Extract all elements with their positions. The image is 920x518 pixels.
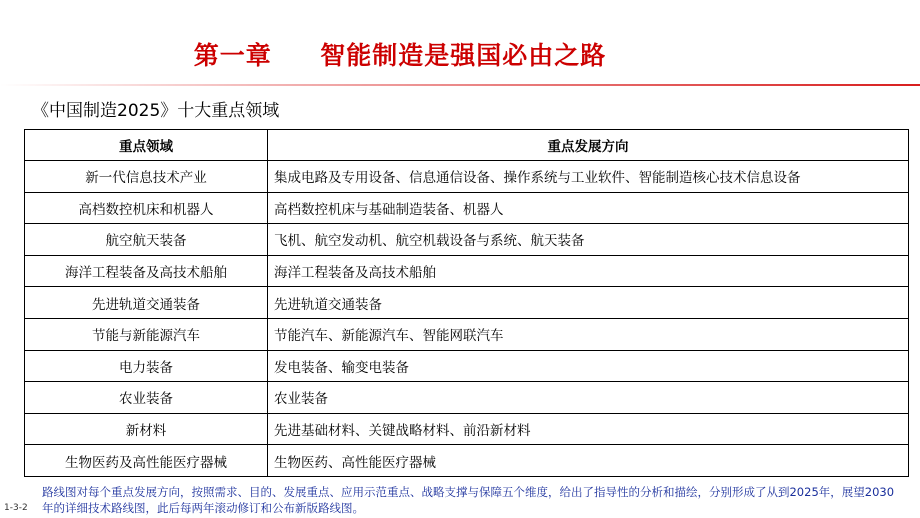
area-cell: 节能与新能源汽车: [25, 318, 268, 350]
table-row: [25, 287, 909, 319]
table-row: [25, 161, 909, 193]
direction-cell: 高档数控机床与基础制造装备、机器人: [268, 192, 909, 224]
area-cell: 生物医药及高性能医疗器械: [25, 445, 268, 477]
area-cell: 先进轨道交通装备: [25, 287, 268, 319]
slide-title: 第一章 智能制造是强国必由之路: [193, 41, 607, 70]
area-cell: 航空航天装备: [25, 224, 268, 256]
table-row: [25, 224, 909, 256]
direction-cell: 集成电路及专用设备、信息通信设备、操作系统与工业软件、智能制造核心技术信息设备: [268, 161, 909, 193]
direction-cell: 农业装备: [268, 382, 909, 414]
table-header-row: [25, 130, 909, 161]
table-row: [25, 255, 909, 287]
area-cell: 海洋工程装备及高技术船舶: [25, 255, 268, 287]
direction-cell: 飞机、航空发动机、航空机载设备与系统、航天装备: [268, 224, 909, 256]
table-row: [25, 413, 909, 445]
area-cell: 农业装备: [25, 382, 268, 414]
table-row: [25, 350, 909, 382]
direction-cell: 生物医药、高性能医疗器械: [268, 445, 909, 477]
table-row: [25, 445, 909, 477]
direction-cell: 发电装备、输变电装备: [268, 350, 909, 382]
header-cell-direction: 重点发展方向: [268, 130, 909, 161]
slide-subtitle: 《中国制造2025》十大重点领域: [32, 101, 280, 121]
direction-cell: 节能汽车、新能源汽车、智能网联汽车: [268, 318, 909, 350]
area-cell: 高档数控机床和机器人: [25, 192, 268, 224]
header-accent-line: [0, 84, 920, 86]
direction-cell: 海洋工程装备及高技术船舶: [268, 255, 909, 287]
area-cell: 新一代信息技术产业: [25, 161, 268, 193]
area-cell: 电力装备: [25, 350, 268, 382]
key-areas-table: [24, 129, 909, 477]
page-number: 1-3-2: [4, 503, 28, 513]
table-row: [25, 192, 909, 224]
table-row: [25, 318, 909, 350]
roadmap-footnote: 路线图对每个重点发展方向，按照需求、目的、发展重点、应用示范重点、战略支撑与保障五个维度，给出了指导性的分析和描绘，分别形成了从到2025年，展望2030年的详细技术路线图，此后每两年滚动修订和公布新版路线图。: [42, 485, 895, 515]
table-row: [25, 382, 909, 414]
direction-cell: 先进轨道交通装备: [268, 287, 909, 319]
area-cell: 新材料: [25, 413, 268, 445]
direction-cell: 先进基础材料、关键战略材料、前沿新材料: [268, 413, 909, 445]
header-cell-area: 重点领域: [25, 130, 268, 161]
